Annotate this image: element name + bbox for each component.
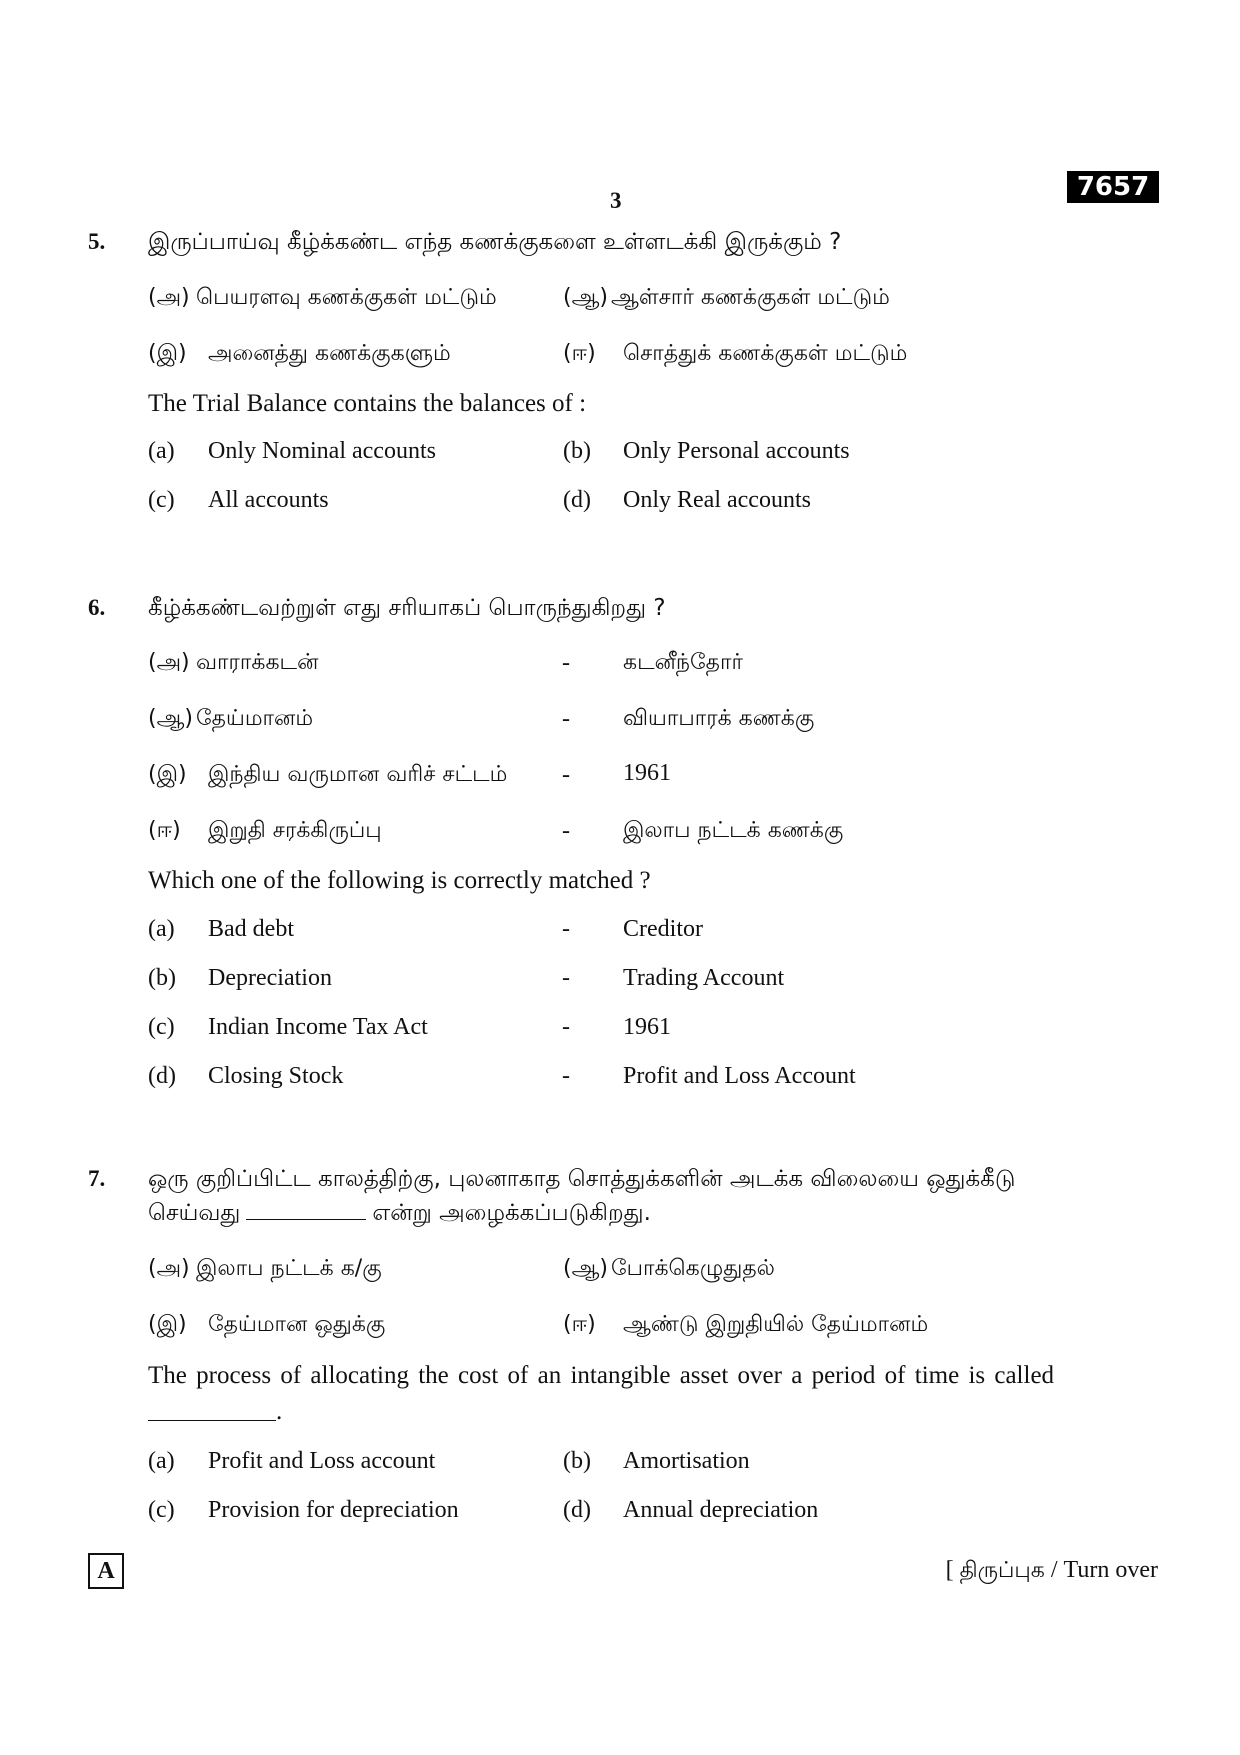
pair-label: (c) (148, 1014, 175, 1040)
option-text: ஆண்டு இறுதியில் தேய்மானம் (623, 1312, 929, 1337)
question-stem-english: Which one of the following is correctly matched ? (148, 867, 651, 894)
option-text: Only Personal accounts (623, 438, 850, 464)
option-text: Profit and Loss account (208, 1448, 436, 1474)
option-label: (d) (563, 1497, 591, 1523)
pair-dash: - (562, 706, 570, 732)
option-text: Only Nominal accounts (208, 438, 436, 464)
pair-left: Closing Stock (208, 1063, 344, 1089)
question-number: 7. (88, 1166, 106, 1191)
option-text: சொத்துக் கணக்குகள் மட்டும் (623, 341, 908, 366)
separator: / (1050, 1557, 1058, 1583)
option-text: இலாப நட்டக் க/கு (196, 1256, 382, 1281)
option-label: (அ) (148, 1256, 190, 1281)
pair-label: (ஈ) (148, 818, 181, 843)
turn-over-note (946, 1557, 1158, 1586)
option-label: (a) (148, 438, 175, 464)
pair-right: இலாப நட்டக் கணக்கு (623, 818, 844, 843)
option-label: (ஈ) (563, 341, 596, 366)
pair-dash: - (562, 1014, 570, 1040)
pair-right: Profit and Loss Account (623, 1063, 856, 1089)
pair-left: இந்திய வருமான வரிச் சட்டம் (208, 762, 508, 787)
option-label: (d) (563, 487, 591, 513)
option-label: (ஆ) (563, 1256, 608, 1281)
pair-dash: - (562, 916, 570, 942)
pair-left: தேய்மானம் (196, 706, 314, 731)
answer-blank (148, 1400, 276, 1421)
stem-part: செய்வது (148, 1200, 241, 1226)
option-text: Annual depreciation (623, 1497, 819, 1523)
pair-right: Creditor (623, 916, 703, 942)
page-number: 3 (610, 188, 622, 213)
stem-part: என்று அழைக்கப்படுகிறது. (372, 1200, 651, 1226)
option-label: (b) (563, 438, 591, 464)
question-stem-tamil: கீழ்க்கண்டவற்றுள் எது சரியாகப் பொருந்துகிறது ? (148, 595, 666, 621)
option-label: (a) (148, 1448, 175, 1474)
option-label: (ஈ) (563, 1312, 596, 1337)
pair-dash: - (562, 965, 570, 991)
option-text: பெயரளவு கணக்குகள் மட்டும் (196, 285, 497, 310)
pair-dash: - (562, 818, 570, 844)
pair-left: இறுதி சரக்கிருப்பு (208, 818, 382, 843)
pair-label: (அ) (148, 650, 190, 675)
stem-end-period: . (276, 1398, 283, 1425)
pair-label: (b) (148, 965, 176, 991)
option-text: Only Real accounts (623, 487, 811, 513)
option-label: (b) (563, 1448, 591, 1474)
option-text: போக்கெழுதுதல் (611, 1256, 775, 1281)
option-label: (c) (148, 487, 175, 513)
question-stem-english: The Trial Balance contains the balances of : (148, 390, 587, 417)
option-label: (அ) (148, 285, 190, 310)
question-stem-tamil-line2 (148, 1200, 651, 1229)
pair-label: (d) (148, 1063, 176, 1089)
pair-dash: - (562, 762, 570, 788)
option-text: தேய்மான ஒதுக்கு (208, 1312, 386, 1337)
pair-left: Bad debt (208, 916, 294, 942)
pair-right: கடனீந்தோர் (623, 650, 743, 675)
option-label: (ஆ) (563, 285, 608, 310)
option-label: (c) (148, 1497, 175, 1523)
pair-left: வாராக்கடன் (196, 650, 319, 675)
question-stem-english: The process of allocating the cost of an intangible asset over a period of time is called (148, 1362, 1055, 1389)
pair-left: Depreciation (208, 965, 332, 991)
pair-left: Indian Income Tax Act (208, 1014, 428, 1040)
pair-right: வியாபாரக் கணக்கு (623, 706, 815, 731)
question-stem-tamil: ஒரு குறிப்பிட்ட காலத்திற்கு, புலனாகாத சொத்துக்களின் அடக்க விலையை ஒதுக்கீடு (148, 1166, 1016, 1192)
pair-dash: - (562, 650, 570, 676)
paper-code-badge: 7657 (1067, 171, 1159, 203)
option-label: (இ) (148, 341, 187, 366)
question-stem-tamil: இருப்பாய்வு கீழ்க்கண்ட எந்த கணக்குகளை உள்ளடக்கி இருக்கும் ? (148, 229, 842, 255)
answer-blank (246, 1201, 366, 1220)
turn-over-english: Turn over (1063, 1557, 1158, 1583)
option-text: Provision for depreciation (208, 1497, 459, 1523)
pair-label: (ஆ) (148, 706, 193, 731)
option-text: Amortisation (623, 1448, 750, 1474)
option-text: அனைத்து கணக்குகளும் (208, 341, 451, 366)
question-number: 5. (88, 229, 106, 254)
pair-label: (இ) (148, 762, 187, 787)
pair-label: (a) (148, 916, 175, 942)
question-number: 6. (88, 595, 106, 620)
series-code-box: A (88, 1553, 124, 1589)
pair-dash: - (562, 1063, 570, 1089)
pair-right: Trading Account (623, 965, 785, 991)
bracket: [ (945, 1557, 954, 1583)
option-label: (இ) (148, 1312, 187, 1337)
turn-over-tamil: திருப்புக (959, 1558, 1045, 1583)
option-text: ஆள்சார் கணக்குகள் மட்டும் (611, 285, 890, 310)
pair-right: 1961 (623, 1014, 671, 1040)
pair-right: 1961 (623, 760, 671, 786)
option-text: All accounts (208, 487, 329, 513)
